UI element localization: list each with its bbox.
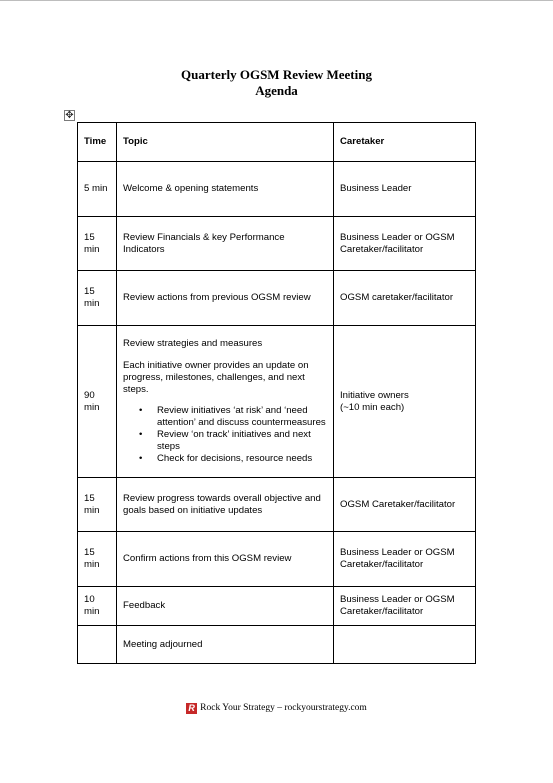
table-row <box>78 532 476 587</box>
topic-cell: Review Financials & key Performance Indicators <box>117 217 334 271</box>
topic-cell: Confirm actions from this OGSM review <box>117 532 334 587</box>
time-cell: 15 min <box>78 478 117 532</box>
caretaker-cell: Business Leader or OGSM Caretaker/facilitator <box>334 587 476 626</box>
topic-cell <box>117 326 334 478</box>
caretaker-cell: Business Leader or OGSM Caretaker/facilitator <box>334 217 476 271</box>
rock-your-strategy-logo-icon: R <box>186 703 197 714</box>
footer-text: Rock Your Strategy – rockyourstrategy.com <box>200 703 367 713</box>
time-cell: 10 min <box>78 587 117 626</box>
topic-cell: Welcome & opening statements <box>117 162 334 217</box>
topic-cell: Feedback <box>117 587 334 626</box>
topic-cell: Review progress towards overall objective and goals based on initiative updates <box>117 478 334 532</box>
topic-cell: Review actions from previous OGSM review <box>117 271 334 326</box>
table-row <box>78 271 476 326</box>
title-line-2: Agenda <box>255 83 298 98</box>
header-topic: Topic <box>117 123 334 162</box>
time-cell: 15 min <box>78 217 117 271</box>
caretaker-name: Initiative owners <box>340 389 409 401</box>
topic-detail: Each initiative owner provides an update on progress, milestones, challenges, and next steps. <box>123 360 309 395</box>
table-row <box>78 626 476 664</box>
page-top-border <box>0 0 553 1</box>
time-cell: 15 min <box>78 271 117 326</box>
topic-cell: Meeting adjourned <box>117 626 334 664</box>
time-cell: 5 min <box>78 162 117 217</box>
caretaker-cell <box>334 626 476 664</box>
time-cell: 90 min <box>78 326 117 478</box>
time-cell <box>78 626 117 664</box>
table-row <box>78 587 476 626</box>
list-item: • Review initiatives ‘at risk’ and ‘need attention’ and discuss countermeasures <box>157 405 327 429</box>
caretaker-cell: OGSM caretaker/facilitator <box>334 271 476 326</box>
move-icon[interactable]: ✥ <box>65 110 74 121</box>
topic-bullet-list <box>123 405 327 465</box>
header-time: Time <box>78 123 117 162</box>
caretaker-cell: OGSM Caretaker/facilitator <box>334 478 476 532</box>
caretaker-cell: Business Leader <box>334 162 476 217</box>
caretaker-cell: Business Leader or OGSM Caretaker/facilitator <box>334 532 476 587</box>
header-caretaker: Caretaker <box>334 123 476 162</box>
caretaker-cell <box>334 326 476 478</box>
table-row <box>78 162 476 217</box>
table-row <box>78 326 476 478</box>
page-footer <box>0 702 553 715</box>
document-title <box>0 67 553 99</box>
time-cell: 15 min <box>78 532 117 587</box>
agenda-table <box>77 122 476 664</box>
table-row <box>78 478 476 532</box>
table-header-row <box>78 123 476 162</box>
caretaker-note: (~10 min each) <box>340 401 405 413</box>
list-item: • Review ‘on track’ initiatives and next steps <box>157 429 327 453</box>
list-item: • Check for decisions, resource needs <box>157 453 327 465</box>
topic-heading: Review strategies and measures <box>123 338 263 349</box>
table-row <box>78 217 476 271</box>
title-line-1: Quarterly OGSM Review Meeting <box>181 67 372 82</box>
